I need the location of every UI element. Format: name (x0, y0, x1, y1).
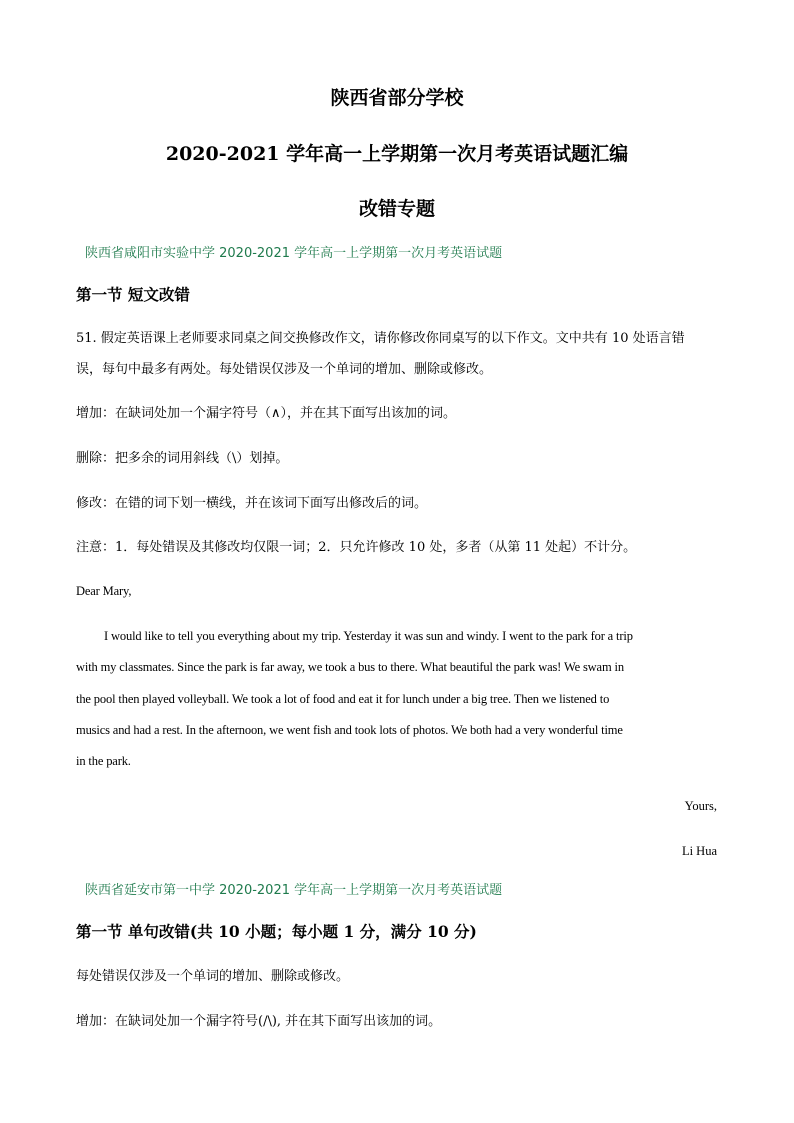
section2-heading: 第一节 单句改错(共 10 小题；每小题 1 分，满分 10 分) (76, 922, 477, 941)
section1-source-link[interactable]: 陕西省咸阳市实验中学 2020-2021 学年高一上学期第一次月考英语试题 (85, 246, 503, 261)
letter-body-line: musics and had a rest. In the afternoon, we went fish and took lots of photos. We both had a very wonderful time (76, 723, 623, 737)
instruction-line: 增加：在缺词处加一个漏字符号（∧），并在其下面写出该加的词。 (76, 406, 457, 421)
document-title-line1: 陕西省部分学校 (330, 87, 464, 109)
instruction-line: 误，每句中最多有两处。每处错误仅涉及一个单词的增加、删除或修改。 (76, 362, 493, 377)
instruction-line: 修改：在错的词下划一横线，并在该词下面写出修改后的词。 (76, 496, 428, 511)
document-title-line3: 改错专题 (358, 198, 435, 220)
letter-body-line: I would like to tell you everything about my trip. Yesterday it was sun and windy. I went to the park for a trip (104, 629, 633, 643)
instruction-line: 51. 假定英语课上老师要求同桌之间交换修改作文，请你修改你同桌写的以下作文。文中共有 10 处语言错 (76, 331, 685, 346)
document-title-line2: 2020-2021 学年高一上学期第一次月考英语试题汇编 (165, 143, 629, 165)
section2-source-link[interactable]: 陕西省延安市第一中学 2020-2021 学年高一上学期第一次月考英语试题 (85, 883, 503, 898)
instruction-line: 每处错误仅涉及一个单词的增加、删除或修改。 (76, 969, 350, 984)
instruction-line: 删除：把多余的词用斜线（\）划掉。 (76, 451, 289, 466)
letter-signature: Li Hua (681, 844, 717, 858)
letter-closing: Yours, (684, 799, 717, 813)
instruction-line: 增加：在缺词处加一个漏字符号(/\), 并在其下面写出该加的词。 (76, 1014, 442, 1029)
letter-body-line: the pool then played volleyball. We took a lot of food and eat it for lunch under a big tree. Then we listened to (76, 692, 610, 706)
instruction-line: 注意：1．每处错误及其修改均仅限一词；2．只允许修改 10 处，多者（从第 11 处起）不计分。 (76, 540, 637, 555)
letter-body-line: with my classmates. Since the park is far away, we took a bus to there. What beautiful the park was! We swam in (76, 660, 624, 674)
section1-heading: 第一节 短文改错 (76, 285, 190, 304)
letter-body-line: in the park. (76, 754, 131, 768)
letter-greeting: Dear Mary, (76, 584, 132, 598)
